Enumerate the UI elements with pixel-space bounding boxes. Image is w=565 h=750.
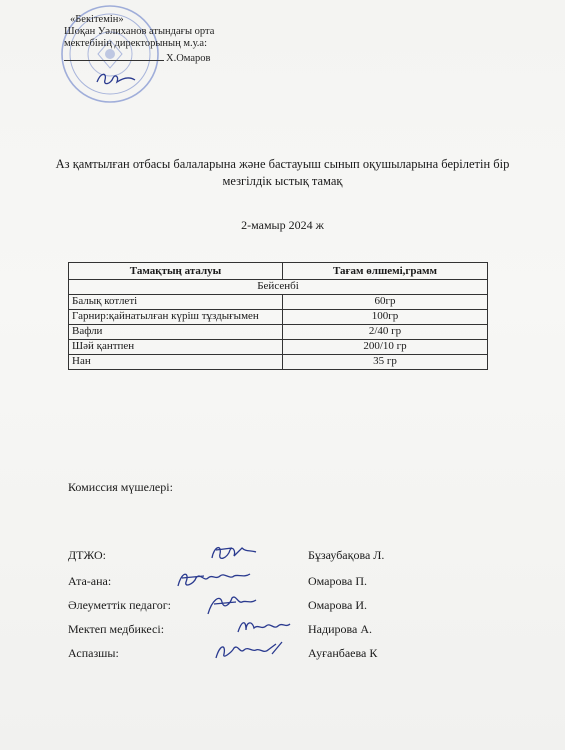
table-row — [69, 310, 488, 325]
signatory-name: Надирова А. — [308, 622, 373, 636]
dish-amount: 100гр — [283, 310, 488, 325]
document-title: Аз қамтылған отбасы балаларына және бастауыш сынып оқушыларына берілетін бір мезгілдік ыстық тамақ — [55, 157, 510, 188]
table-row — [69, 325, 488, 340]
signature-blank — [64, 50, 164, 61]
signatory-row — [68, 548, 468, 568]
signatory-role: Ата-ана: — [68, 574, 112, 588]
signatory-row — [68, 646, 468, 666]
handwritten-signature — [234, 614, 294, 640]
column-header-dish: Тамақтың аталуы — [69, 263, 283, 280]
dish-name: Вафли — [69, 325, 283, 340]
day-label: Бейсенбі — [69, 280, 488, 295]
signatory-role: ДТЖО: — [68, 548, 106, 562]
dish-amount: 200/10 гр — [283, 340, 488, 355]
dish-name: Нан — [69, 355, 283, 370]
day-row — [69, 280, 488, 295]
table-header-row — [69, 263, 488, 280]
signatory-role: Әлеуметтік педагог: — [68, 598, 171, 612]
signatory-name: Ауғанбаева К — [308, 646, 378, 660]
approval-school-line: Шоқан Уәлиханов атындағы орта — [64, 26, 215, 37]
handwritten-signature — [210, 638, 290, 664]
director-signature — [93, 68, 139, 90]
director-signature-line — [64, 50, 264, 65]
dish-amount: 2/40 гр — [283, 325, 488, 340]
approval-block — [64, 14, 264, 65]
signatory-name: Бұзаубақова Л. — [308, 548, 385, 562]
handwritten-signature — [202, 540, 262, 566]
dish-amount: 35 гр — [283, 355, 488, 370]
signatory-role: Аспазшы: — [68, 646, 119, 660]
signatory-name: Омарова П. — [308, 574, 368, 588]
approval-heading: «Бекітемін» — [70, 14, 124, 25]
signatory-role: Мектеп медбикесі: — [68, 622, 165, 636]
column-header-amount: Тағам өлшемі,грамм — [283, 263, 488, 280]
document-date: 2-мамыр 2024 ж — [241, 218, 324, 232]
dish-amount: 60гр — [283, 295, 488, 310]
approval-director-line: мектебінің директорының м.у.а: — [64, 38, 207, 49]
director-name: Х.Омаров — [166, 53, 211, 64]
commission-label: Комиссия мүшелері: — [68, 480, 173, 494]
dish-name: Шәй қантпен — [69, 340, 283, 355]
signatory-row — [68, 574, 468, 594]
signatory-name: Омарова И. — [308, 598, 368, 612]
handwritten-signature — [174, 566, 254, 592]
table-row — [69, 355, 488, 370]
menu-table — [68, 262, 488, 370]
table-row — [69, 340, 488, 355]
dish-name: Балық котлеті — [69, 295, 283, 310]
table-row — [69, 295, 488, 310]
dish-name: Гарнир:қайнатылған күріш тұздығымен — [69, 310, 283, 325]
